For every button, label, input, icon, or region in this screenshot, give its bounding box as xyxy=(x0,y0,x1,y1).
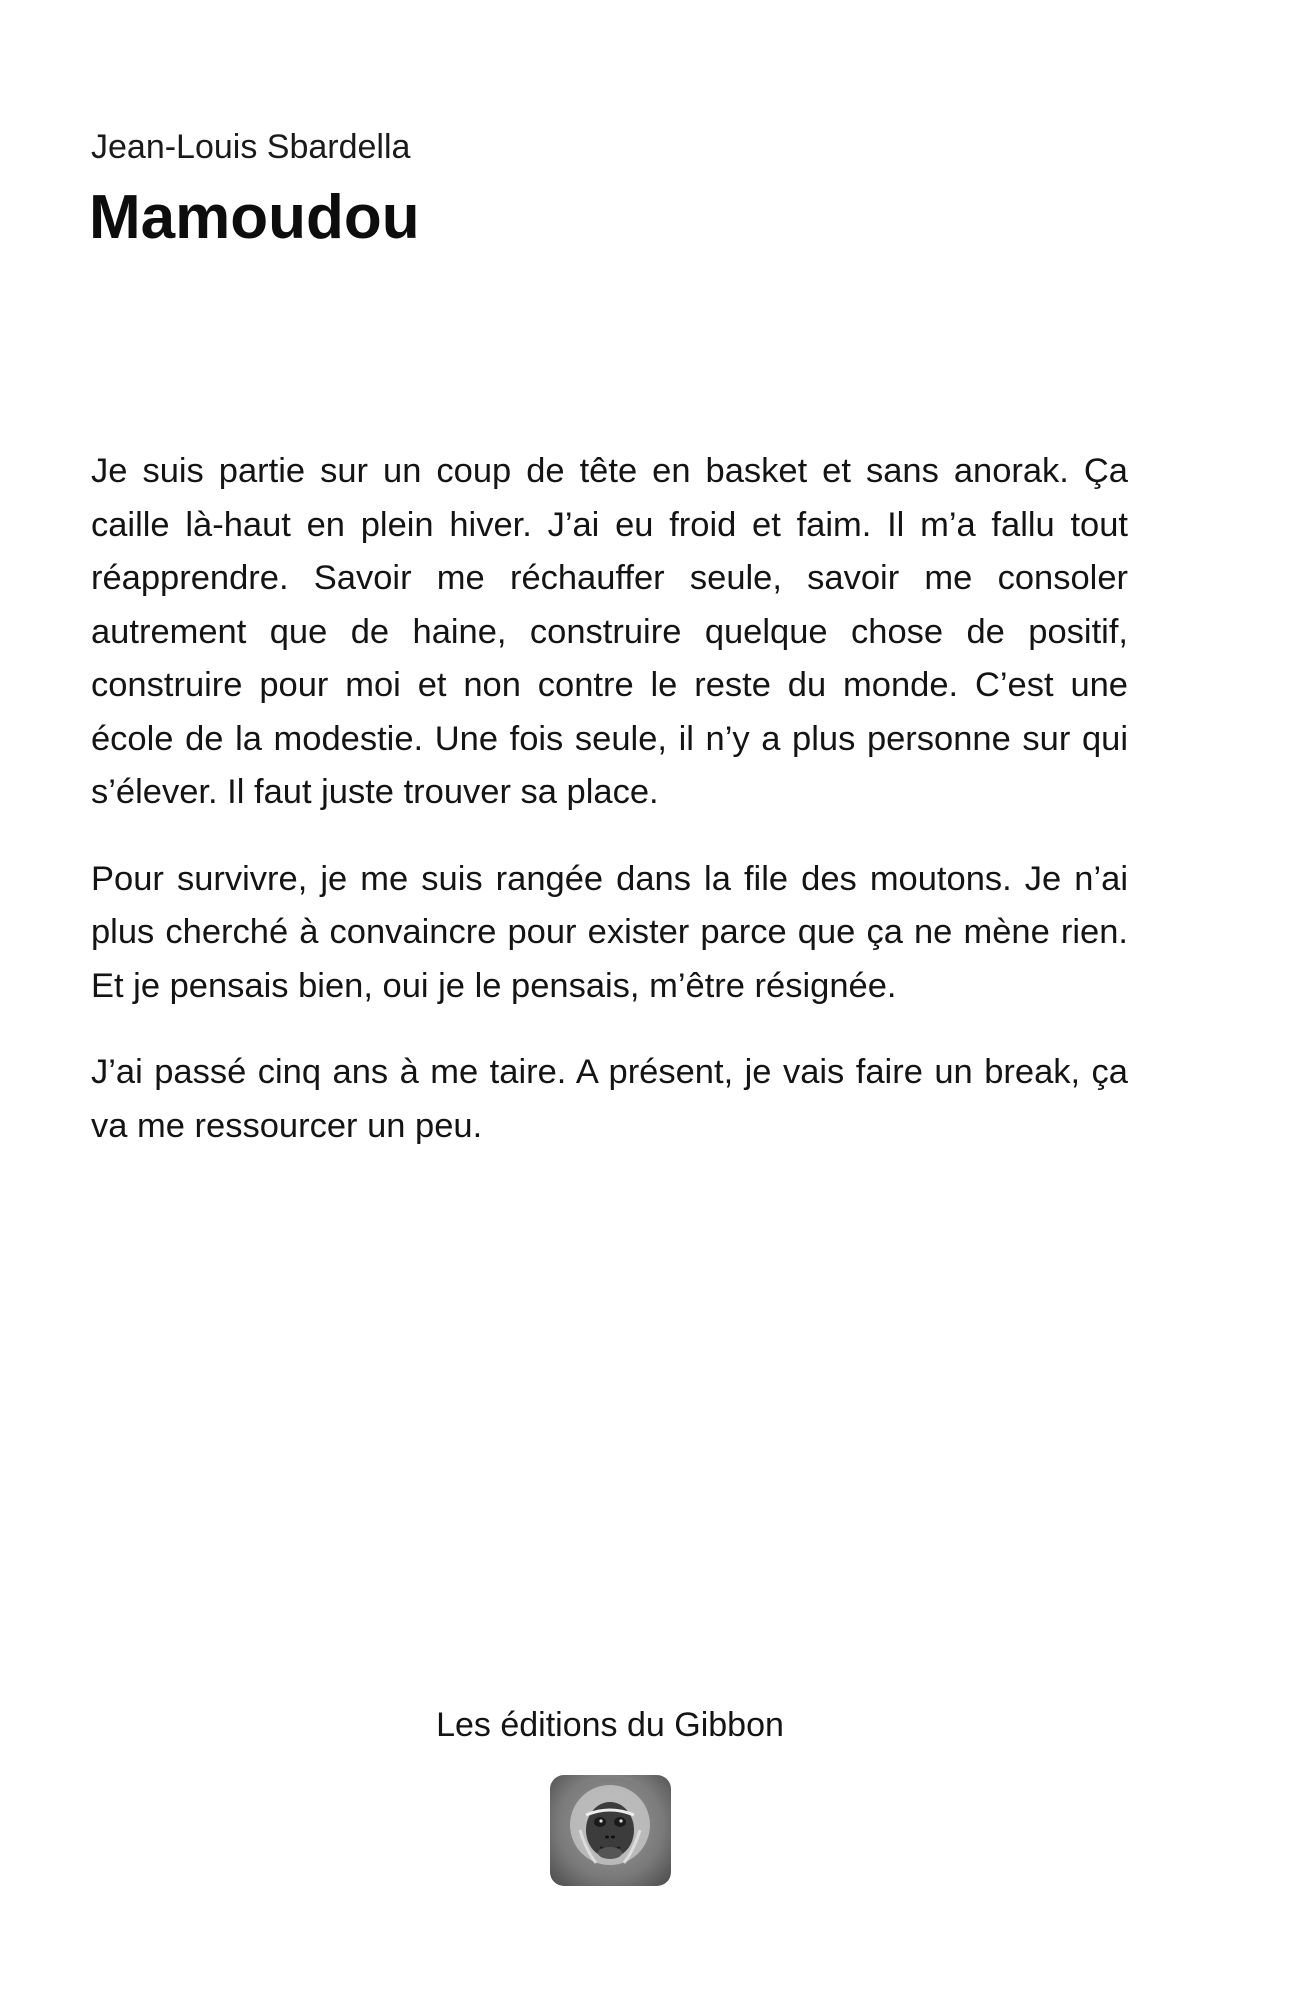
gibbon-face-icon xyxy=(550,1775,671,1886)
blurb-paragraph: J’ai passé cinq ans à me taire. A présent, je vais faire un break, ça va me ressourcer un peu. xyxy=(91,1053,1128,1145)
publisher-name: Les éditions du Gibbon xyxy=(436,1706,784,1744)
author-name: Jean-Louis Sbardella xyxy=(91,128,411,166)
blurb-text xyxy=(91,445,1128,1186)
blurb-paragraph: Pour survivre, je me suis rangée dans la file des moutons. Je n’ai plus cherché à convaincre pour exister parce que ça ne mène rien. Et je pensais bien, oui je le pensais, m’être résignée. xyxy=(91,859,1128,1005)
blurb-paragraph: Je suis partie sur un coup de tête en basket et sans anorak. Ça caille là-haut en plein hiver. J’ai eu froid et faim. Il m’a fallu tout réapprendre. Savoir me réchauffer seule, savoir me consoler autrement que de haine, construire quelque chose de positif, construire pour moi et non contre le reste du monde. C’est une école de la modestie. Une fois seule, il n’y a plus personne sur qui s’élever. Il faut juste trouver sa place. xyxy=(91,452,1128,811)
book-title: Mamoudou xyxy=(89,183,420,252)
